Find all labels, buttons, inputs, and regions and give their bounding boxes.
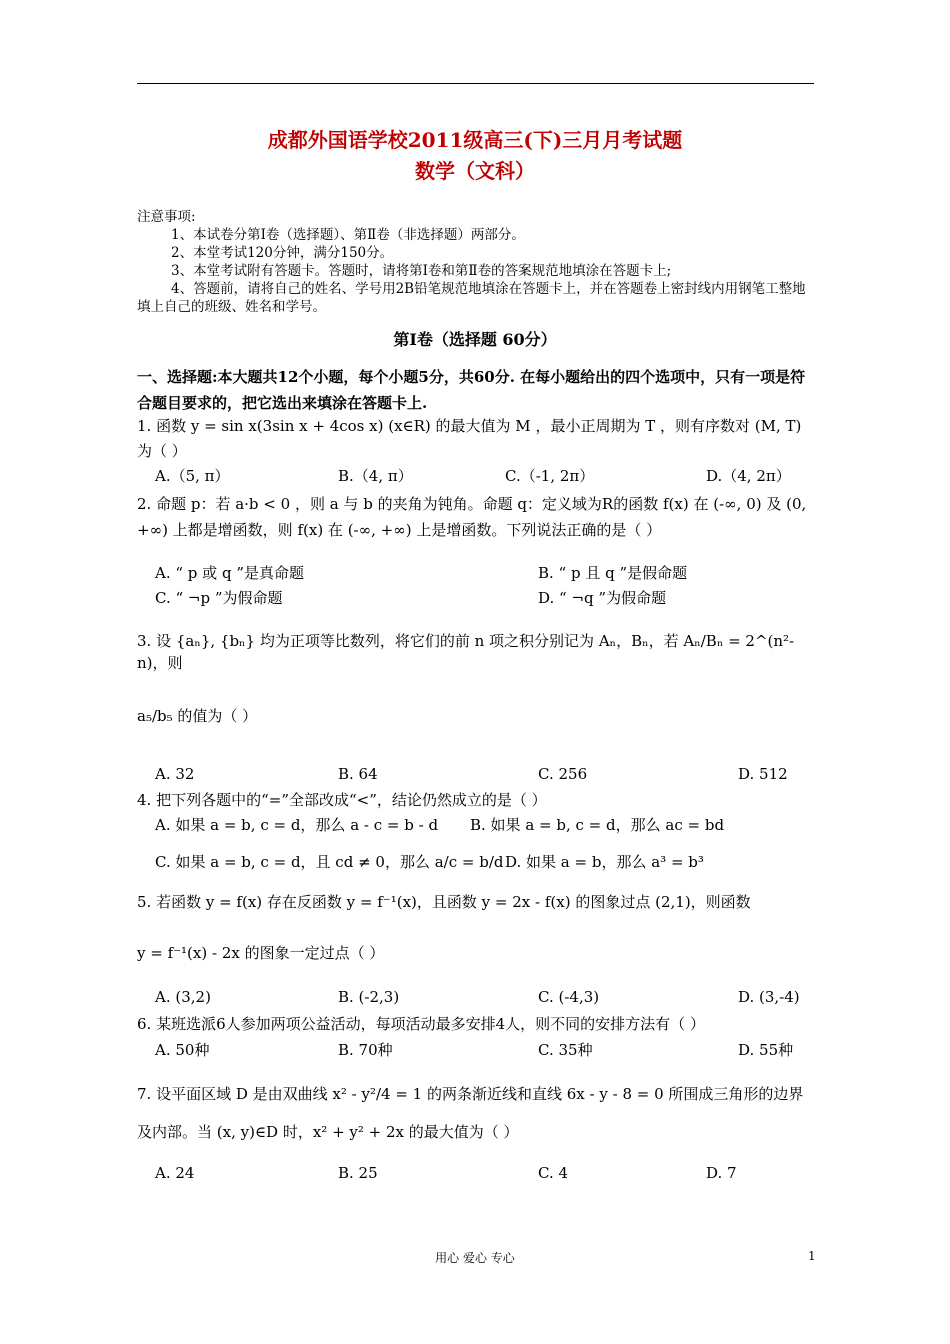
option-b: B. 25 — [338, 1164, 378, 1182]
question-5-stem-continued: y = f⁻¹(x) - 2x 的图象一定过点（ ） — [137, 944, 385, 962]
question-6-options — [155, 1039, 814, 1061]
question-5-stem: 5. 若函数 y = f(x) 存在反函数 y = f⁻¹(x)，且函数 y = 2x - f(x) 的图象过点 (2,1)，则函数 — [137, 893, 751, 911]
page-number: 1 — [808, 1249, 816, 1263]
option-a: A. 24 — [155, 1164, 195, 1182]
question-2-options-row1 — [155, 562, 814, 584]
question-5-options — [155, 988, 814, 1010]
option-d: D.（4, 2π） — [706, 467, 791, 485]
option-b: B. 70种 — [338, 1041, 393, 1059]
header-rule — [137, 83, 814, 84]
option-b: B. “ p 且 q ”是假命题 — [538, 564, 688, 582]
note-item: 1、本试卷分第Ⅰ卷（选择题）、第Ⅱ卷（非选择题）两部分。 — [171, 227, 525, 243]
question-4-stem: 4. 把下列各题中的“=”全部改成“<”，结论仍然成立的是（ ） — [137, 791, 547, 809]
option-b: B. 64 — [338, 765, 378, 783]
question-3-stem: 3. 设 {aₙ}, {bₙ} 均为正项等比数列，将它们的前 n 项之积分别记为 Aₙ，Bₙ，若 Aₙ/Bₙ = 2^(n²-n)，则 — [137, 632, 795, 672]
option-c: C. 256 — [538, 765, 588, 783]
option-c: C.（-1, 2π） — [505, 467, 595, 485]
notes-heading: 注意事项: — [137, 209, 196, 225]
notes-block — [137, 208, 814, 316]
exam-subtitle: 数学（文科） — [415, 159, 535, 183]
question-7-options — [155, 1164, 814, 1186]
question-6-stem: 6. 某班选派6人参加两项公益活动，每项活动最多安排4人，则不同的安排方法有（ ） — [137, 1015, 705, 1033]
part-title: 第Ⅰ卷（选择题 60分） — [393, 330, 557, 349]
option-d: D. “ ¬q ”为假命题 — [538, 589, 667, 607]
question-4-options-row1 — [155, 814, 814, 836]
option-b: B. (-2,3) — [338, 988, 400, 1006]
option-b: B. 如果 a = b, c = d，那么 ac = bd — [470, 816, 725, 834]
option-a: A. (3,2) — [155, 988, 211, 1006]
question-3-stem-continued: a₅/b₅ 的值为（ ） — [137, 707, 258, 725]
question-1-options — [155, 465, 814, 487]
note-item: 3、本堂考试附有答题卡。答题时，请将第Ⅰ卷和第Ⅱ卷的答案规范地填涂在答题卡上; — [171, 263, 672, 279]
option-a: A. 32 — [155, 765, 195, 783]
note-item: 4、答题前，请将自己的姓名、学号用2B铅笔规范地填涂在答题卡上，并在答题卷上密封线内用钢笔工整地填上自己的班级、姓名和学号。 — [137, 281, 806, 315]
option-d: D. 如果 a = b，那么 a³ = b³ — [505, 853, 704, 871]
option-a: A. 如果 a = b, c = d，那么 a - c = b - d — [155, 816, 439, 834]
question-7-stem: 7. 设平面区域 D 是由双曲线 x² - y²/4 = 1 的两条渐近线和直线 6x - y - 8 = 0 所围成三角形的边界及内部。当 (x, y)∈D 时，x² + y² + 2x 的最大值为（ ） — [137, 1085, 804, 1141]
question-2-stem: 2. 命题 p：若 a·b < 0 ，则 a 与 b 的夹角为钝角。命题 q：定义域为R的函数 f(x) 在 (-∞, 0) 及 (0, +∞) 上都是增函数，则 f(x) 在 (-∞, +∞) 上是增函数。下列说法正确的是（ ） — [137, 495, 807, 539]
option-a: A. 50种 — [155, 1041, 210, 1059]
option-c: C. 35种 — [538, 1041, 593, 1059]
option-a: A.（5, π） — [155, 467, 230, 485]
option-c: C. 如果 a = b, c = d，且 cd ≠ 0，那么 a/c = b/d — [155, 853, 504, 871]
option-c: C. 4 — [538, 1164, 569, 1182]
question-1-stem: 1. 函数 y = sin x(3sin x + 4cos x) (x∈R) 的最大值为 M ，最小正周期为 T ，则有序数对 (M, T) 为（ ） — [137, 417, 802, 460]
question-4-options-row2 — [155, 851, 814, 873]
option-d: D. (3,-4) — [738, 988, 800, 1006]
question-2-options-row2 — [155, 587, 814, 609]
exam-title: 成都外国语学校2011级高三(下)三月月考试题 — [267, 128, 683, 152]
option-b: B.（4, π） — [338, 467, 413, 485]
footer-motto: 用心 爱心 专心 — [435, 1251, 515, 1265]
option-c: C. “ ¬p ”为假命题 — [155, 589, 283, 607]
option-d: D. 55种 — [738, 1041, 794, 1059]
option-a: A. “ p 或 q ”是真命题 — [155, 564, 304, 582]
note-item: 2、本堂考试120分钟，满分150分。 — [171, 245, 394, 261]
option-d: D. 512 — [738, 765, 788, 783]
section-instructions: 一、选择题:本大题共12个小题，每个小题5分，共60分. 在每小题给出的四个选项中，只有一项是符合题目要求的，把它选出来填涂在答题卡上. — [137, 368, 806, 412]
option-d: D. 7 — [706, 1164, 737, 1182]
question-3-options — [155, 765, 814, 787]
option-c: C. (-4,3) — [538, 988, 600, 1006]
